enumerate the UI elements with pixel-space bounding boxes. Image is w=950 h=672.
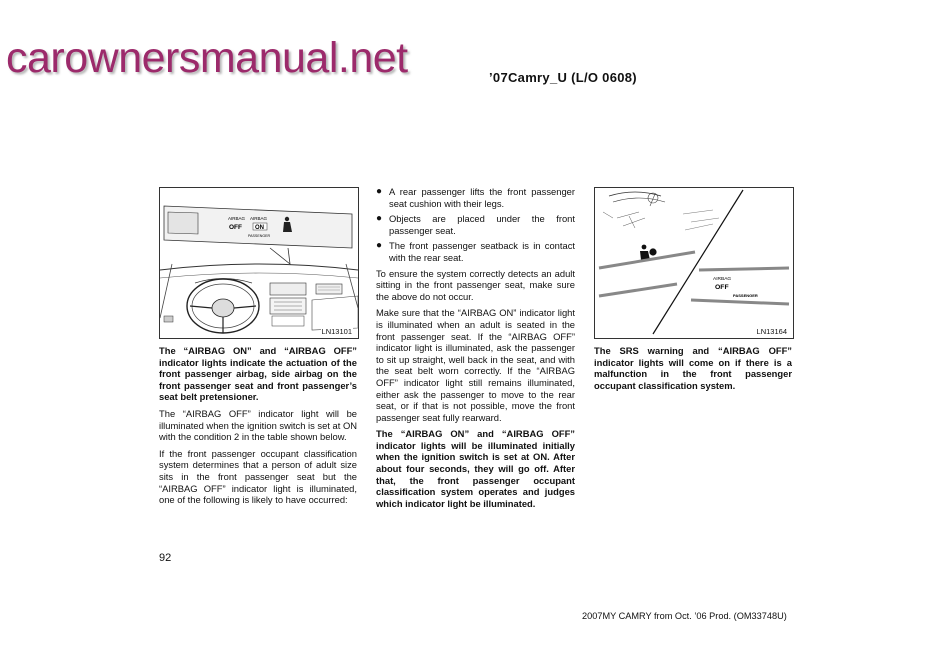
bullet-icon: ●	[376, 186, 383, 197]
list-item-text: The front passenger seatback is in contact with the rear seat.	[389, 240, 575, 263]
panel-airbag-text-1: AIRBAG	[228, 216, 246, 221]
paragraph-ensure-detection: To ensure the system correctly detects an adult sitting in the front passenger seat, make sure the above do not occur.	[376, 267, 575, 302]
figure-caption-airbag-indicators: The “AIRBAG ON” and “AIRBAG OFF” indicator lights indicate the actuation of the front passenger airbag, side airbag on the front passenger seat and front passenger’s seat belt pretensioner.	[159, 345, 357, 403]
panel-passenger-text: PASSENGER	[248, 234, 271, 238]
bullet-icon: ●	[376, 213, 383, 225]
paragraph-classification-system: If the front passenger occupant classification system determines that a person of adult size sits in the front passenger seat but the “AIRBAG OFF” indicator light is illuminated, one of the following is likely to have occurred:	[159, 447, 357, 506]
page-number: 92	[159, 552, 172, 564]
panel-off-text: OFF	[229, 224, 242, 231]
panel-on-text: ON	[255, 225, 264, 231]
footer-edition: 2007MY CAMRY from Oct. ’06 Prod. (OM33748U)	[582, 611, 787, 621]
column-right	[594, 345, 792, 396]
steering-wheel-icon	[187, 279, 259, 333]
figure-label: LN13101	[321, 327, 352, 336]
srs-warning-illustration	[595, 188, 793, 338]
header-code: ’07Camry_U (L/O 0608)	[489, 70, 637, 85]
list-item-text: A rear passenger lifts the front passenger seat cushion with their legs.	[389, 186, 575, 209]
figure-label: LN13164	[756, 327, 787, 336]
list-item-text: Objects are placed under the front passenger seat.	[389, 213, 575, 236]
list-item	[376, 240, 575, 263]
column-left	[159, 345, 357, 511]
srs-passenger-text: PASSENGER	[733, 293, 758, 298]
dashboard-illustration	[160, 188, 358, 338]
watermark: carownersmanual.net	[6, 34, 408, 82]
figure-caption-srs-warning: The SRS warning and “AIRBAG OFF” indicator lights will come on if there is a malfunction in the front passenger occupant classification system.	[594, 345, 792, 391]
paragraph-airbag-off-condition: The “AIRBAG OFF” indicator light will be illuminated when the ignition switch is set at ON with the condition 2 in the table shown below.	[159, 407, 358, 443]
bullet-icon: ●	[376, 240, 383, 252]
panel-airbag-text-2: AIRBAG	[250, 216, 268, 221]
figure-srs-warning	[594, 187, 794, 339]
list-item	[376, 213, 575, 236]
paragraph-initial-illumination: The “AIRBAG ON” and “AIRBAG OFF” indicator lights will be illuminated initially when the ignition switch is set at ON. After about four seconds, they will go off. After that, the front passenger occupant classification system operates and judges which indicator light be illuminated.	[376, 428, 575, 509]
srs-airbag-text: AIRBAG	[713, 277, 732, 282]
paragraph-airbag-on-check: Make sure that the “AIRBAG ON” indicator light is illuminated when an adult is seated in the front passenger seat. If the “AIRBAG OFF” indicator light is illuminated, ask the passenger to sit up straight, well back in the seat, and with the seat belt worn correctly. If the “AIRBAG OFF” indicator light still remains illuminated, either ask the passenger to move to the rear seat, or if that is not possible, move the front passenger seat fully rearward.	[376, 307, 575, 423]
column-middle	[376, 186, 575, 514]
figure-dashboard-airbag-indicators	[159, 187, 359, 339]
list-item	[376, 186, 575, 209]
srs-off-text: OFF	[715, 284, 729, 291]
